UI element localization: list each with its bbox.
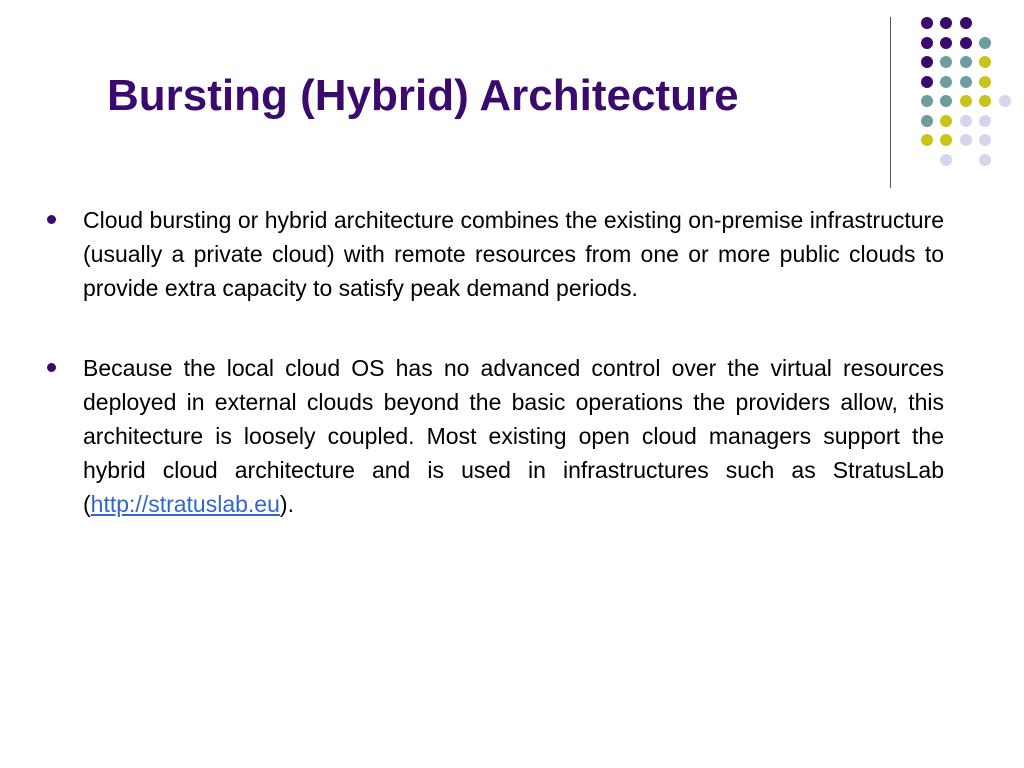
decorative-dot (921, 95, 933, 107)
decorative-dot (979, 134, 991, 146)
decorative-dot (979, 95, 991, 107)
bullet-text: Because the local cloud OS has no advanced control over the virtual resources deployed in external clouds beyond the basic operations the providers allow, this architecture is loosely coupled. Most existing open cloud managers support the hybrid cloud architecture and is used in infrastructures such as StratusLab ( (83, 354, 944, 518)
decorative-dot (960, 76, 972, 88)
decorative-dot (979, 76, 991, 88)
decorative-dot (921, 76, 933, 88)
decorative-dot (960, 17, 972, 29)
bullet-text: Cloud bursting or hybrid architecture combines the existing on-premise infrastructure (usually a private cloud) with remote resources from one or more public clouds to provide extra capacity to satisfy peak demand periods. (83, 207, 944, 302)
bullet-marker (47, 363, 56, 372)
bullet-item (46, 351, 944, 522)
decorative-dot (940, 95, 952, 107)
decorative-dot (940, 17, 952, 29)
decorative-dot (960, 95, 972, 107)
bullet-item (46, 203, 944, 306)
decorative-dot (979, 115, 991, 127)
stratuslab-link[interactable]: http://stratuslab.eu (90, 491, 280, 518)
bullet-marker (47, 215, 56, 224)
decorative-dot (940, 134, 952, 146)
decorative-dot (979, 56, 991, 68)
bullet-text-end: ). (279, 491, 294, 518)
slide-title: Bursting (Hybrid) Architecture (107, 71, 739, 120)
decorative-dot (940, 154, 952, 166)
decorative-dot (940, 115, 952, 127)
decorative-dot (921, 134, 933, 146)
decorative-dot (921, 37, 933, 49)
decorative-dot (921, 56, 933, 68)
decorative-dot (921, 17, 933, 29)
decorative-dot (940, 37, 952, 49)
decorative-dot (960, 115, 972, 127)
decorative-dot (940, 56, 952, 68)
decorative-dot (960, 37, 972, 49)
bullet-list (46, 203, 944, 522)
decorative-dot (921, 115, 933, 127)
decorative-dot (999, 95, 1011, 107)
title-divider (890, 17, 891, 188)
decorative-dot (940, 76, 952, 88)
decorative-dot (960, 134, 972, 146)
decorative-dot (979, 154, 991, 166)
decorative-dot (960, 56, 972, 68)
decorative-dot (979, 37, 991, 49)
